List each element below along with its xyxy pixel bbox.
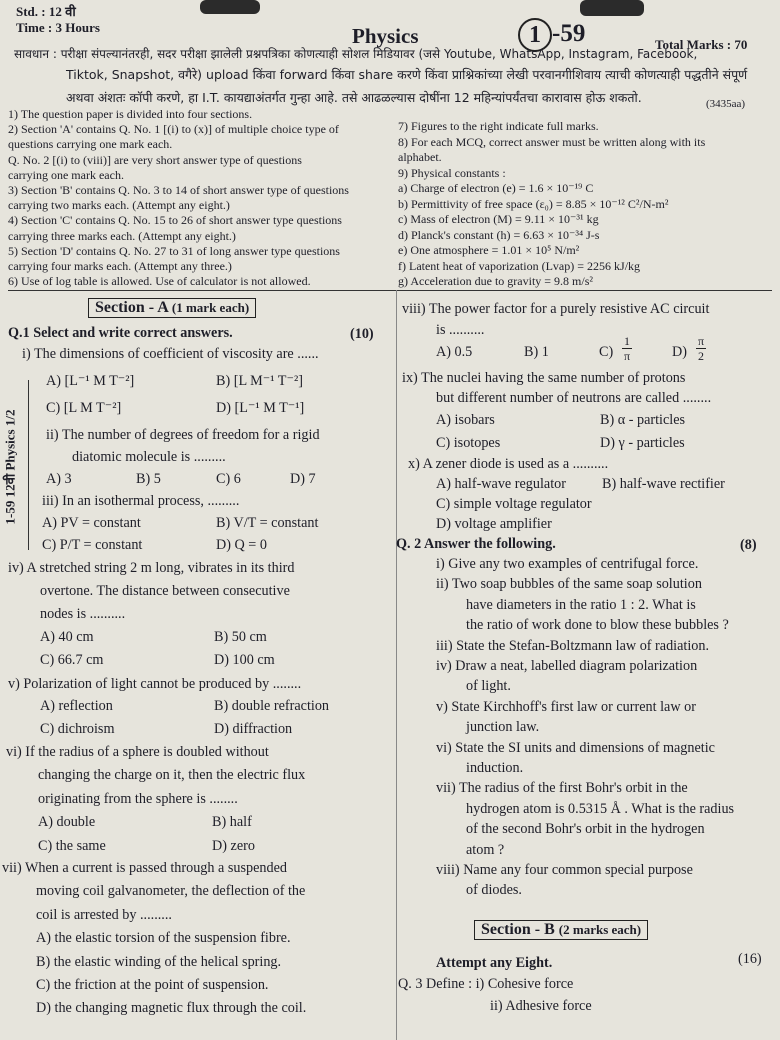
section-b-heading <box>474 920 648 940</box>
q1-i-question: i) The dimensions of coefficient of viscosity are ...... <box>22 346 319 362</box>
warning-line-1: सावधान : परीक्षा संपल्यानंतरही, सदर परीक्षा झालेली प्रश्नपत्रिका कोणत्याही सोशल मिडियावर (जसे Youtube, WhatsApp, Instagram, Facebook, <box>14 47 698 61</box>
q1-viii-option-a: A) 0.5 <box>436 344 473 360</box>
q1-marks: (10) <box>350 326 374 342</box>
paper-code-circle: 1 <box>518 18 552 52</box>
q1-x-option-b: B) half-wave rectifier <box>602 476 725 492</box>
instruction-right-line-7: c) Mass of electron (M) = 9.11 × 10⁻³¹ kg <box>398 212 599 226</box>
section-b-label: Section - B <box>481 921 555 938</box>
q1-viii-option-c: C) <box>599 344 614 360</box>
instruction-left-line-4: Q. No. 2 [(i) to (viii)] are very short answer type of questions <box>8 152 302 167</box>
q1-viii-option-c-denominator: π <box>623 349 631 363</box>
total-marks: Total Marks : 70 <box>655 37 748 52</box>
q1-iii-question: iii) In an isothermal process, ......... <box>42 493 240 509</box>
q1-vii-option-b: B) the elastic winding of the helical spring. <box>36 954 282 970</box>
q2-line-7: of light. <box>466 678 511 695</box>
q1-vi-option-d: D) zero <box>212 838 255 854</box>
instruction-left-line-9: carrying three marks each. (Attempt any eight.) <box>8 228 236 243</box>
q1-ii-question-1: ii) The number of degrees of freedom for a rigid <box>46 427 320 443</box>
q1-vi-question-3: originating from the sphere is ........ <box>38 791 238 807</box>
q2-line-4: the ratio of work done to blow these bubbles ? <box>466 617 729 634</box>
section-b-marks: (2 marks each) <box>558 922 642 937</box>
section-a-marks: (1 mark each) <box>171 300 250 315</box>
q1-ii-question-2: diatomic molecule is ......... <box>72 449 226 465</box>
q3-line-2: ii) Adhesive force <box>490 998 592 1014</box>
q2-line-16: viii) Name any four common special purpose <box>436 862 693 878</box>
q2-line-2: ii) Two soap bubbles of the same soap solution <box>436 576 702 593</box>
side-margin-line <box>28 380 29 550</box>
q1-i-option-b: B) [L M⁻¹ T⁻²] <box>216 373 303 389</box>
q1-ii-option-d: D) 7 <box>290 471 316 487</box>
q2-line-15: atom ? <box>466 841 505 858</box>
q1-iv-question-3: nodes is .......... <box>40 606 126 622</box>
instruction-right-line-10: f) Latent heat of vaporization (Lvap) = 2256 kJ/kg <box>398 258 641 273</box>
instruction-left-line-7: carrying two marks each. (Attempt any eight.) <box>8 198 230 213</box>
instruction-left-line-6: 3) Section 'B' contains Q. No. 3 to 14 of short answer type of questions <box>8 183 349 197</box>
q1-vi-option-a: A) double <box>38 814 96 830</box>
q1-iv-option-d: D) 100 cm <box>214 652 275 668</box>
instruction-right-line-4: 9) Physical constants : <box>398 165 506 180</box>
q1-v-question: v) Polarization of light cannot be produced by ........ <box>8 676 302 692</box>
instruction-right-line-2: 8) For each MCQ, correct answer must be written along with its <box>398 134 706 149</box>
instruction-right-line-1: 7) Figures to the right indicate full marks. <box>398 119 599 133</box>
q2-line-1: i) Give any two examples of centrifugal force. <box>436 556 699 572</box>
paper-clip-left <box>200 0 260 14</box>
q2-marks: (8) <box>740 537 757 553</box>
q1-vii-question-1: vii) When a current is passed through a suspended <box>2 860 287 876</box>
q2-line-17: of diodes. <box>466 882 522 899</box>
q1-x-option-c: C) simple voltage regulator <box>436 496 592 512</box>
q1-iii-option-b: B) V/T = constant <box>216 515 319 531</box>
q1-i-option-c: C) [L M T⁻²] <box>46 400 122 416</box>
q1-i-option-a: A) [L⁻¹ M T⁻²] <box>46 373 135 389</box>
instruction-left-line-11: carrying four marks each. (Attempt any three.) <box>8 259 232 273</box>
q1-vi-question-1: vi) If the radius of a sphere is doubled without <box>6 744 269 760</box>
q1-ii-option-a: A) 3 <box>46 471 72 487</box>
q1-iv-question-2: overtone. The distance between consecutive <box>40 583 290 599</box>
subject-title: Physics <box>352 24 419 48</box>
paper-code: -59 <box>552 20 586 47</box>
warning-ref: (3435aa) <box>706 98 746 110</box>
q1-iii-option-c: C) P/T = constant <box>42 537 143 553</box>
section-a-label: Section - A <box>95 299 168 316</box>
q3-attempt: Attempt any Eight. <box>436 955 553 971</box>
q1-vi-option-c: C) the same <box>38 838 106 854</box>
q1-i-option-d: D) [L⁻¹ M T⁻¹] <box>216 400 305 416</box>
instruction-right-line-11: g) Acceleration due to gravity = 9.8 m/s² <box>398 274 593 288</box>
q3-line-1: Q. 3 Define : i) Cohesive force <box>398 976 574 992</box>
q1-vi-question-2: changing the charge on it, then the electric flux <box>38 767 306 783</box>
q1-viii-option-c-numerator: 1 <box>624 334 630 348</box>
q1-title: Q.1 Select and write correct answers. <box>8 325 233 341</box>
std-label: Std. : 12 वी <box>16 4 76 19</box>
instruction-left-line-5: carrying one mark each. <box>8 167 124 182</box>
q2-line-14: of the second Bohr's orbit in the hydrogen <box>466 821 705 838</box>
q1-vii-question-2: moving coil galvanometer, the deflection of the <box>36 883 306 899</box>
q1-viii-question-1: viii) The power factor for a purely resistive AC circuit <box>402 301 710 317</box>
column-divider <box>396 290 397 1040</box>
instruction-left-line-10: 5) Section 'D' contains Q. No. 27 to 31 of long answer type questions <box>8 243 340 258</box>
q1-iv-option-c: C) 66.7 cm <box>40 652 104 668</box>
warning-line-2: Tiktok, Snapshot, वगैरे) upload किंवा forward किंवा share करणे किंवा प्राश्निकांच्या लेखी परवानगीशिवाय त्याची कोणत्याही पद्धतीने संपूर्ण <box>66 67 748 82</box>
q1-viii-question-2: is .......... <box>436 322 485 338</box>
q2-line-3: have diameters in the ratio 1 : 2. What is <box>466 596 696 613</box>
instruction-right-line-6: b) Permittivity of free space (ε₀) = 8.85 × 10⁻¹² C²/N-m² <box>398 196 669 211</box>
section-a-heading <box>88 298 256 318</box>
q1-x-option-a: A) half-wave regulator <box>436 476 566 492</box>
q1-v-option-c: C) dichroism <box>40 721 115 737</box>
q1-viii-option-d-numerator: π <box>698 334 705 348</box>
paper-clip-right <box>580 0 644 16</box>
instruction-left-line-12: 6) Use of log table is allowed. Use of calculator is not allowed. <box>8 274 311 289</box>
q1-ix-option-c: C) isotopes <box>436 435 501 451</box>
q1-ii-option-c: C) 6 <box>216 471 241 487</box>
q3-marks: (16) <box>738 951 762 967</box>
q1-ix-question-2: but different number of neutrons are called ........ <box>436 390 712 406</box>
instruction-left-line-2: 2) Section 'A' contains Q. No. 1 [(i) to (x)] of multiple choice type of <box>8 122 339 137</box>
q2-line-12: vii) The radius of the first Bohr's orbit in the <box>436 780 688 797</box>
q1-viii-option-c-fraction <box>622 334 632 363</box>
instruction-left-line-8: 4) Section 'C' contains Q. No. 15 to 26 of short answer type questions <box>8 213 342 228</box>
q1-ix-option-d: D) γ - particles <box>600 435 685 451</box>
q1-ii-option-b: B) 5 <box>136 471 161 487</box>
q2-line-6: iv) Draw a neat, labelled diagram polarization <box>436 658 698 674</box>
instruction-right-line-5: a) Charge of electron (e) = 1.6 × 10⁻¹⁹ C <box>398 181 594 195</box>
q1-iii-option-a: A) PV = constant <box>42 515 141 531</box>
q1-x-option-d: D) voltage amplifier <box>436 516 552 532</box>
q1-ix-option-b: B) α - particles <box>600 412 686 428</box>
q2-line-11: induction. <box>466 760 524 776</box>
time-label: Time : 3 Hours <box>16 20 100 35</box>
q1-v-option-d: D) diffraction <box>214 721 293 737</box>
q1-iv-option-a: A) 40 cm <box>40 629 94 645</box>
instruction-left-line-1: 1) The question paper is divided into four sections. <box>8 107 253 121</box>
q1-iii-option-d: D) Q = 0 <box>216 537 267 553</box>
instruction-left-line-3: questions carrying one mark each. <box>8 137 173 152</box>
q2-title: Q. 2 Answer the following. <box>396 536 556 552</box>
q1-vii-question-3: coil is arrested by ......... <box>36 907 172 923</box>
q1-viii-option-d-denominator: 2 <box>698 349 705 363</box>
q1-viii-option-d-fraction <box>696 334 706 363</box>
q2-line-5: iii) State the Stefan-Boltzmann law of radiation. <box>436 637 710 654</box>
q1-iv-option-b: B) 50 cm <box>214 629 267 645</box>
q1-v-option-b: B) double refraction <box>214 698 330 714</box>
q1-viii-option-b: B) 1 <box>524 344 549 360</box>
q1-viii-option-d: D) <box>672 344 687 360</box>
divider <box>8 290 772 291</box>
q2-line-13: hydrogen atom is 0.5315 Å . What is the radius <box>466 800 735 817</box>
q2-line-8: v) State Kirchhoff's first law or current law or <box>436 698 696 715</box>
q2-line-9: junction law. <box>466 719 540 736</box>
q1-vi-option-b: B) half <box>212 814 252 830</box>
q1-v-option-a: A) reflection <box>40 698 113 714</box>
q1-ix-question-1: ix) The nuclei having the same number of protons <box>402 370 686 386</box>
q1-iv-question-1: iv) A stretched string 2 m long, vibrates in its third <box>8 560 295 576</box>
instruction-right-line-9: e) One atmosphere = 1.01 × 10⁵ N/m² <box>398 243 580 257</box>
instruction-right-line-3: alphabet. <box>398 150 442 164</box>
q1-vii-option-c: C) the friction at the point of suspension. <box>36 977 269 993</box>
instruction-right-line-8: d) Planck's constant (h) = 6.63 × 10⁻³⁴ J-s <box>398 227 600 242</box>
warning-line-3: अथवा अंशतः कॉपी करणे, हा I.T. कायद्याअंतर्गत गुन्हा आहे. तसे आढळल्यास दोषींना 12 महिन्यांपर्यंतचा कारावास होऊ शकतो. <box>66 90 642 105</box>
side-label: 1-59 12वी Physics 1/2 <box>2 409 18 525</box>
q1-vii-option-a: A) the elastic torsion of the suspension fibre. <box>36 930 291 946</box>
q2-line-10: vi) State the SI units and dimensions of magnetic <box>436 739 715 756</box>
q1-ix-option-a: A) isobars <box>436 412 495 428</box>
q1-x-question: x) A zener diode is used as a .......... <box>408 456 609 472</box>
q1-vii-option-d: D) the changing magnetic flux through the coil. <box>36 1000 307 1016</box>
